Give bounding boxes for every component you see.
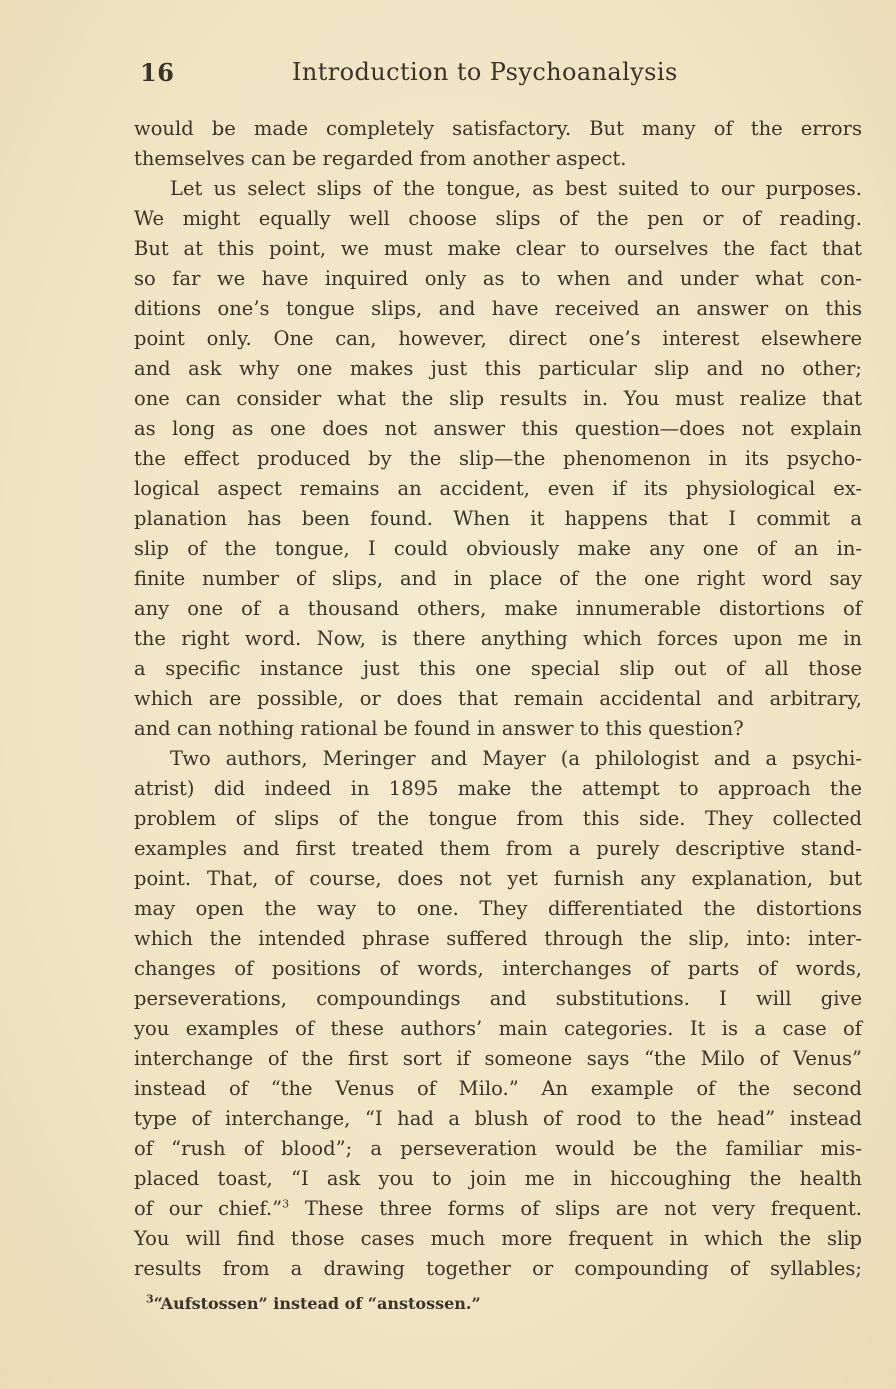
text-line: may open the way to one. They differentiated the distortions <box>134 897 862 920</box>
running-head <box>140 58 720 90</box>
text-line: and can nothing rational be found in answer to this question? <box>134 717 744 740</box>
text-line: the effect produced by the slip—the phenomenon in its psycho- <box>134 447 862 470</box>
text-line: a specific instance just this one special slip out of all those <box>134 657 862 680</box>
text-line: would be made completely satisfactory. But many of the errors <box>134 117 862 140</box>
text-line: But at this point, we must make clear to ourselves the fact that <box>134 237 862 260</box>
text-line: which are possible, or does that remain accidental and arbitrary, <box>134 687 862 710</box>
text-line: point. That, of course, does not yet furnish any explanation, but <box>134 867 862 890</box>
text-line: of “rush of blood”; a perseveration would be the familiar mis- <box>134 1137 862 1160</box>
text-line: finite number of slips, and in place of the one right word say <box>134 567 862 590</box>
text-line: the right word. Now, is there anything which forces upon me in <box>134 627 862 650</box>
text-line: logical aspect remains an accident, even if its physiological ex- <box>134 477 862 500</box>
text-line: Let us select slips of the tongue, as best suited to our purposes. <box>170 177 862 200</box>
text-line: We might equally well choose slips of the pen or of reading. <box>134 207 862 230</box>
page-number: 16 <box>140 58 175 87</box>
text-line: which the intended phrase suffered through the slip, into: inter- <box>134 927 862 950</box>
text-line: instead of “the Venus of Milo.” An example of the second <box>134 1077 862 1100</box>
text-line: any one of a thousand others, make innumerable distortions of <box>134 597 862 620</box>
text-line: perseverations, compoundings and substitutions. I will give <box>134 987 862 1010</box>
text-line: placed toast, “I ask you to join me in hiccoughing the health <box>134 1167 862 1190</box>
text-line: point only. One can, however, direct one’s interest elsewhere <box>134 327 862 350</box>
text-line: you examples of these authors’ main categories. It is a case of <box>134 1017 862 1040</box>
body-text <box>134 114 862 1284</box>
footnote <box>146 1294 481 1313</box>
footnote-text: “Aufstossen” instead of “anstossen.” <box>153 1294 481 1313</box>
text-line: examples and first treated them from a purely descriptive stand- <box>134 837 862 860</box>
text-line: Two authors, Meringer and Mayer (a philologist and a psychi- <box>170 747 862 770</box>
text-line: so far we have inquired only as to when and under what con- <box>134 267 862 290</box>
text-line: interchange of the first sort if someone says “the Milo of Venus” <box>134 1047 862 1070</box>
text-line-start: of our chief.” <box>134 1197 283 1220</box>
text-line: atrist) did indeed in 1895 make the attempt to approach the <box>134 777 862 800</box>
text-line: results from a drawing together or compounding of syllables; <box>134 1257 862 1280</box>
text-line: themselves can be regarded from another aspect. <box>134 147 627 170</box>
text-line: slip of the tongue, I could obviously make any one of an in- <box>134 537 862 560</box>
footnote-reference[interactable]: 3 <box>282 1197 290 1211</box>
text-line: ditions one’s tongue slips, and have received an answer on this <box>134 297 862 320</box>
text-line: one can consider what the slip results in. You must realize that <box>134 387 862 410</box>
text-line: type of interchange, “I had a blush of rood to the head” instead <box>134 1107 862 1130</box>
text-line-with-footnote-ref <box>134 1194 862 1224</box>
text-line: changes of positions of words, interchanges of parts of words, <box>134 957 862 980</box>
text-line: problem of slips of the tongue from this side. They collected <box>134 807 862 830</box>
text-line: as long as one does not answer this question—does not explain <box>134 417 862 440</box>
text-line: planation has been found. When it happens that I commit a <box>134 507 862 530</box>
footnote-marker: 3 <box>146 1292 154 1306</box>
text-line: You will find those cases much more frequent in which the slip <box>134 1227 862 1250</box>
book-title: Introduction to Psychoanalysis <box>292 58 678 86</box>
text-line-tail: These three forms of slips are not very frequent. <box>304 1197 862 1220</box>
text-line: and ask why one makes just this particular slip and no other; <box>134 357 862 380</box>
